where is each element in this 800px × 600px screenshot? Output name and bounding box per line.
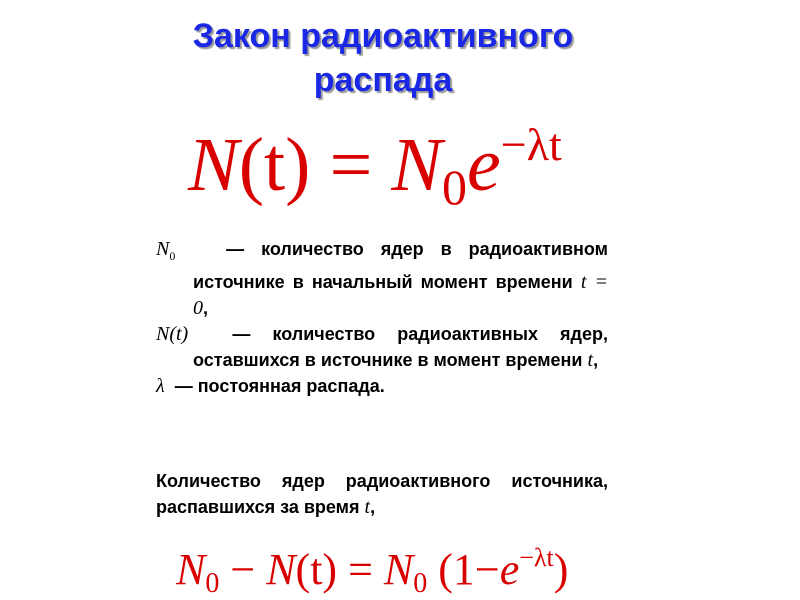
bottom-exponent: −λt bbox=[519, 543, 554, 572]
formula-lhs-symbol: N bbox=[188, 123, 239, 207]
definition-lambda bbox=[156, 373, 608, 399]
definition-n0 bbox=[156, 236, 608, 321]
formula-rhs-symbol: N bbox=[391, 123, 443, 207]
bottom-nt-arg: (t) bbox=[295, 545, 338, 594]
bottom-n0-subscript: 0 bbox=[205, 568, 220, 599]
bottom-open-paren: (1 bbox=[438, 545, 475, 594]
definition-nt bbox=[156, 321, 608, 373]
bottom-rhs-subscript: 0 bbox=[413, 568, 428, 599]
paragraph-tail-punct: , bbox=[370, 497, 376, 517]
bottom-n0-symbol: N bbox=[176, 545, 206, 594]
definitions-list bbox=[156, 236, 608, 399]
definition-nt-tail-math: t bbox=[587, 349, 594, 371]
definition-n0-text: — количество ядер в радиоактивном источнике в начальный момент времени bbox=[193, 239, 608, 292]
definition-n0-tail-math: t = 0 bbox=[193, 271, 608, 319]
formula-exponent: −λt bbox=[500, 119, 562, 170]
title-line-2: распада bbox=[313, 61, 453, 99]
decayed-count-paragraph bbox=[156, 468, 608, 520]
formula-base: e bbox=[467, 123, 501, 207]
bottom-rhs-symbol: N bbox=[383, 545, 414, 594]
formula-rhs-subscript: 0 bbox=[442, 159, 468, 215]
definition-lambda-symbol: λ bbox=[156, 375, 165, 397]
paragraph-text: Количество ядер радиоактивного источника, распавшихся за время bbox=[156, 471, 608, 517]
bottom-base: e bbox=[499, 545, 520, 594]
formula-lhs-arg: (t) bbox=[238, 123, 311, 207]
bottom-nt-symbol: N bbox=[266, 545, 296, 594]
bottom-close-paren: ) bbox=[553, 545, 569, 594]
bottom-equals: = bbox=[348, 545, 373, 594]
definition-nt-text: — количество радиоактивных ядер, оставшихся в источнике в момент времени bbox=[193, 324, 608, 370]
definition-lambda-text: — постоянная распада. bbox=[174, 376, 385, 396]
definition-nt-tail-punct: , bbox=[593, 350, 599, 370]
definition-n0-symbol: $N_0$ bbox=[156, 238, 176, 263]
bottom-minus-2: − bbox=[474, 545, 500, 594]
decayed-nuclei-formula bbox=[176, 542, 568, 598]
definition-n0-tail-punct: , bbox=[203, 298, 209, 318]
slide-title bbox=[0, 14, 766, 102]
bottom-minus: − bbox=[230, 545, 256, 594]
definition-nt-symbol: N(t) bbox=[156, 323, 189, 345]
paragraph-tail-math: t bbox=[364, 496, 371, 518]
decay-law-formula bbox=[188, 119, 562, 215]
title-line-1: Закон радиоактивного bbox=[192, 17, 574, 55]
formula-equals: = bbox=[329, 123, 373, 207]
